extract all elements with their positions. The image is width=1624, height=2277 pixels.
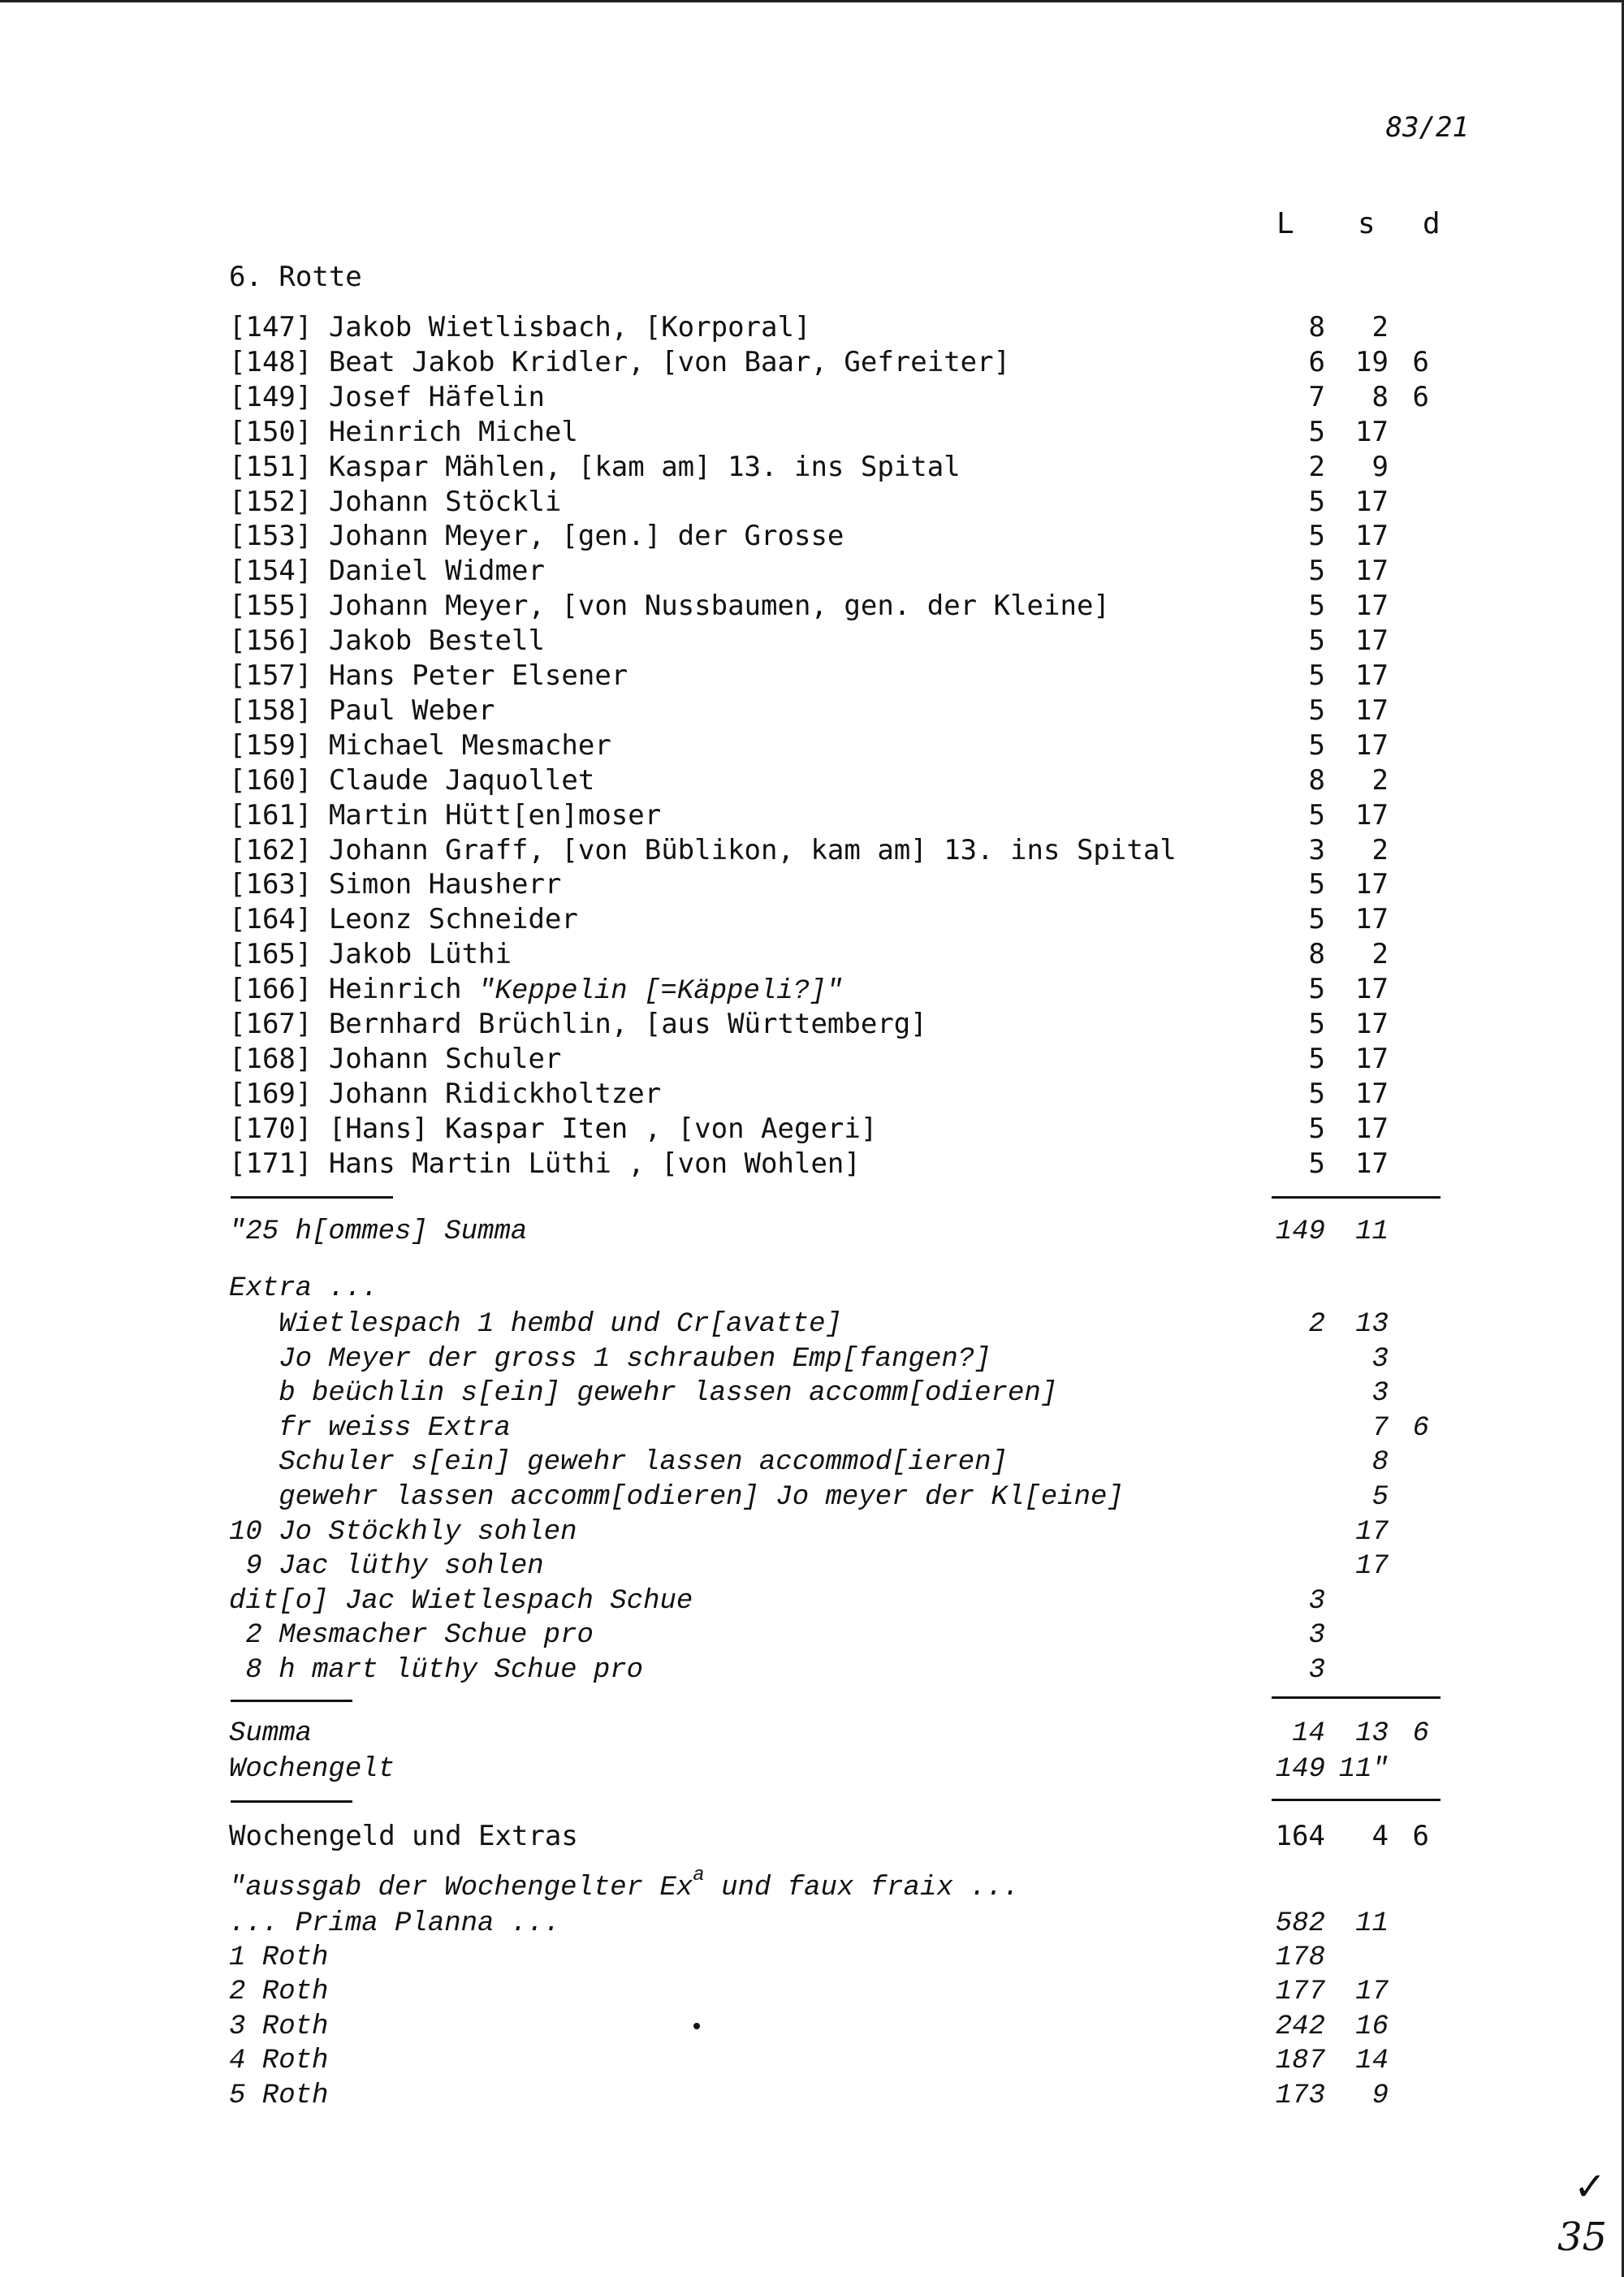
entry-row-s: 17 bbox=[1355, 693, 1389, 727]
extra-row bbox=[0, 1445, 1624, 1480]
summa-row bbox=[0, 1214, 1624, 1250]
entry-row bbox=[0, 344, 1624, 380]
roth-row-s: 9 bbox=[1371, 2080, 1389, 2111]
roth-row-text: 2 Roth bbox=[229, 1977, 329, 2008]
extra-row-l: 3 bbox=[1308, 1620, 1325, 1652]
entry-row bbox=[0, 936, 1624, 972]
ausgab-row bbox=[0, 1864, 1624, 1906]
ausgab-text: "aussgab der Wochengelter Ex$^a$ und faux fraix ... bbox=[229, 1864, 1020, 1903]
roth-row-s: 16 bbox=[1355, 2011, 1389, 2042]
entry-row-text: [156] Jakob Bestell bbox=[229, 624, 545, 658]
total-s: 4 bbox=[1371, 1820, 1389, 1852]
extra-row-l: 3 bbox=[1308, 1585, 1325, 1617]
divider-left bbox=[231, 1196, 393, 1199]
entry-row-l: 5 bbox=[1308, 693, 1325, 727]
entry-row-l: 5 bbox=[1308, 973, 1325, 1006]
entry-row-l: 5 bbox=[1308, 903, 1325, 936]
entry-row-s: 17 bbox=[1355, 590, 1389, 623]
entry-row-text: [164] Leonz Schneider bbox=[229, 903, 578, 936]
entry-row-text: [165] Jakob Lüthi bbox=[229, 938, 512, 971]
extra-row-s: 8 bbox=[1371, 1447, 1389, 1479]
extra-row-text: Wietlespach 1 hembd und Cr[avatte] bbox=[229, 1309, 842, 1340]
entry-row-s: 17 bbox=[1355, 659, 1389, 692]
entry-row-s: 17 bbox=[1355, 624, 1389, 658]
entry-row-text: [168] Johann Schuler bbox=[229, 1042, 562, 1075]
roth-row bbox=[0, 2078, 1624, 2114]
entry-row-s: 17 bbox=[1355, 485, 1389, 518]
roth-row bbox=[0, 2009, 1624, 2045]
prima-label: ... Prima Planna ... bbox=[229, 1908, 561, 1939]
roth-row-s: 14 bbox=[1355, 2046, 1389, 2077]
entry-row-d: 6 bbox=[1412, 380, 1429, 413]
extra-row-text: Jo Meyer der gross 1 schrauben Emp[fangen?] bbox=[229, 1343, 991, 1375]
total-row bbox=[0, 1818, 1624, 1854]
roth-row-s: 17 bbox=[1355, 1977, 1389, 2008]
divider-left-2 bbox=[231, 1700, 352, 1702]
entry-row bbox=[0, 414, 1624, 450]
extra-row bbox=[0, 1307, 1624, 1342]
entry-row bbox=[0, 901, 1624, 937]
prima-l: 582 bbox=[1275, 1908, 1325, 1939]
entry-row-s: 17 bbox=[1355, 1042, 1389, 1075]
entry-row bbox=[0, 484, 1624, 520]
extra-row-s: 3 bbox=[1371, 1343, 1389, 1375]
entry-row bbox=[0, 379, 1624, 415]
total-d: 6 bbox=[1412, 1820, 1429, 1852]
summa2-s: 13 bbox=[1355, 1718, 1389, 1749]
extra-row-text: 9 Jac lüthy sohlen bbox=[229, 1551, 544, 1583]
entry-row-l: 8 bbox=[1308, 938, 1325, 971]
roth-row-text: 1 Roth bbox=[229, 1942, 329, 1973]
extra-row-d: 6 bbox=[1412, 1412, 1429, 1444]
entry-row-l: 5 bbox=[1308, 659, 1325, 692]
entry-row bbox=[0, 693, 1624, 728]
entry-row-l: 5 bbox=[1308, 1008, 1325, 1040]
roth-row-text: 5 Roth bbox=[229, 2080, 329, 2111]
summa-s: 11 bbox=[1355, 1216, 1389, 1247]
divider-right-3 bbox=[1272, 1799, 1440, 1801]
extra-row-s: 5 bbox=[1371, 1482, 1389, 1513]
entry-row-l: 5 bbox=[1308, 555, 1325, 588]
entry-row-text: [152] Johann Stöckli bbox=[229, 485, 562, 518]
extra-row-text: dit[o] Jac Wietlespach Schue bbox=[229, 1585, 693, 1617]
entry-row bbox=[0, 449, 1624, 485]
roth-row-l: 187 bbox=[1275, 2046, 1325, 2077]
extra-row-s: 17 bbox=[1355, 1551, 1389, 1583]
entry-row-l: 5 bbox=[1308, 415, 1325, 448]
entry-row-text: [153] Johann Meyer, [gen.] der Grosse bbox=[229, 520, 844, 553]
summa2-row bbox=[0, 1716, 1624, 1752]
extra-row bbox=[0, 1342, 1624, 1377]
column-header-l: L bbox=[1276, 207, 1294, 240]
entry-row-text: [150] Heinrich Michel bbox=[229, 415, 578, 448]
roth-row-l: 173 bbox=[1275, 2080, 1325, 2111]
column-header-s: s bbox=[1358, 207, 1376, 240]
extra-row bbox=[0, 1514, 1624, 1550]
extra-row-text: 10 Jo Stöckhly sohlen bbox=[229, 1516, 577, 1548]
roth-row bbox=[0, 2043, 1624, 2079]
divider-right bbox=[1272, 1196, 1440, 1199]
entry-row bbox=[0, 623, 1624, 659]
entry-row bbox=[0, 728, 1624, 763]
extra-row bbox=[0, 1549, 1624, 1584]
prima-s: 11 bbox=[1355, 1908, 1389, 1939]
entry-row-l: 5 bbox=[1308, 798, 1325, 832]
entry-row-s: 17 bbox=[1355, 903, 1389, 936]
prima-row bbox=[0, 1906, 1624, 1942]
extra-title-row bbox=[0, 1271, 1624, 1307]
roth-row bbox=[0, 1974, 1624, 2010]
entry-row-s: 17 bbox=[1355, 520, 1389, 553]
entry-row-text: [149] Josef Häfelin bbox=[229, 380, 545, 413]
extra-row-text: b beüchlin s[ein] gewehr lassen accomm[odieren] bbox=[229, 1378, 1058, 1410]
entry-row-s: 19 bbox=[1355, 345, 1389, 378]
entry-row-l: 8 bbox=[1308, 763, 1325, 797]
summa2-l: 14 bbox=[1292, 1718, 1325, 1749]
entry-row-s: 17 bbox=[1355, 1112, 1389, 1145]
extra-row bbox=[0, 1653, 1624, 1688]
extra-row bbox=[0, 1480, 1624, 1515]
entry-row bbox=[0, 1041, 1624, 1077]
extra-row-text: 8 h mart lüthy Schue pro bbox=[229, 1655, 644, 1686]
entry-row bbox=[0, 832, 1624, 868]
extra-row-text: Schuler s[ein] gewehr lassen accommod[ieren] bbox=[229, 1447, 1008, 1479]
entry-row-s: 2 bbox=[1371, 833, 1389, 866]
entry-row-text: [162] Johann Graff, [von Büblikon, kam am] 13. ins Spital bbox=[229, 833, 1177, 866]
page-number: 83/21 bbox=[1385, 111, 1469, 144]
margin-scribble: 35 bbox=[1557, 2214, 1608, 2260]
entry-row bbox=[0, 763, 1624, 798]
summa2-d: 6 bbox=[1412, 1718, 1429, 1749]
entry-row-text: [157] Hans Peter Elsener bbox=[229, 659, 628, 692]
entry-row-s: 17 bbox=[1355, 1147, 1389, 1180]
extra-row-text: gewehr lassen accomm[odieren] Jo meyer der Kl[eine] bbox=[229, 1482, 1124, 1513]
entry-row-l: 5 bbox=[1308, 1147, 1325, 1180]
entry-row bbox=[0, 309, 1624, 345]
column-header-d: d bbox=[1423, 207, 1440, 240]
entry-row bbox=[0, 1111, 1624, 1147]
entry-row-d: 6 bbox=[1412, 345, 1429, 378]
entry-row-text: [151] Kaspar Mählen, [kam am] 13. ins Spital bbox=[229, 450, 961, 483]
entry-row bbox=[0, 518, 1624, 554]
entry-row-text: [169] Johann Ridickholtzer bbox=[229, 1077, 662, 1110]
total-label: Wochengeld und Extras bbox=[229, 1820, 578, 1852]
entry-row-text: [148] Beat Jakob Kridler, [von Baar, Gefreiter] bbox=[229, 345, 1011, 378]
entry-row-text: [166] Heinrich "Keppelin [=Käppeli?]" bbox=[229, 973, 843, 1008]
extra-title: Extra ... bbox=[229, 1273, 378, 1304]
section-title: 6. Rotte bbox=[229, 261, 362, 293]
summa-label: "25 h[ommes] Summa bbox=[229, 1216, 528, 1247]
extra-row bbox=[0, 1584, 1624, 1619]
entry-row-l: 8 bbox=[1308, 311, 1325, 343]
entry-row-l: 5 bbox=[1308, 728, 1325, 762]
entry-row-s: 9 bbox=[1371, 450, 1389, 483]
entry-row-text: [158] Paul Weber bbox=[229, 693, 495, 727]
section-title-row bbox=[0, 259, 1624, 295]
entry-row-s: 8 bbox=[1371, 380, 1389, 413]
extra-row-s: 13 bbox=[1355, 1309, 1389, 1340]
divider-left-3 bbox=[231, 1800, 352, 1803]
wochengelt-l: 149 bbox=[1275, 1754, 1325, 1785]
entry-row-s: 2 bbox=[1371, 938, 1389, 971]
entry-row bbox=[0, 1146, 1624, 1182]
wochengelt-s: 11" bbox=[1338, 1754, 1389, 1785]
entry-row bbox=[0, 1076, 1624, 1112]
entry-row bbox=[0, 866, 1624, 902]
entry-row-s: 17 bbox=[1355, 555, 1389, 588]
entry-row-s: 17 bbox=[1355, 868, 1389, 901]
entry-row-l: 6 bbox=[1308, 345, 1325, 378]
extra-row bbox=[0, 1618, 1624, 1653]
entry-row-l: 5 bbox=[1308, 868, 1325, 901]
entry-row-s: 17 bbox=[1355, 415, 1389, 448]
extra-row-text: 2 Mesmacher Schue pro bbox=[229, 1620, 594, 1652]
entry-row-l: 7 bbox=[1308, 380, 1325, 413]
entry-row-s: 2 bbox=[1371, 763, 1389, 797]
roth-row-l: 177 bbox=[1275, 1977, 1325, 2008]
entry-row bbox=[0, 797, 1624, 833]
roth-row-text: 4 Roth bbox=[229, 2046, 329, 2077]
entry-row-text: [147] Jakob Wietlisbach, [Korporal] bbox=[229, 311, 811, 343]
wochengelt-row bbox=[0, 1752, 1624, 1787]
entry-row bbox=[0, 658, 1624, 693]
divider-right-2 bbox=[1272, 1696, 1440, 1699]
entry-row-text: [160] Claude Jaquollet bbox=[229, 763, 595, 797]
extra-row bbox=[0, 1376, 1624, 1411]
entry-row-s: 17 bbox=[1355, 973, 1389, 1006]
entry-row-l: 5 bbox=[1308, 1042, 1325, 1075]
extra-row-l: 2 bbox=[1308, 1309, 1325, 1340]
ink-dot bbox=[693, 2023, 700, 2029]
entry-row-s: 2 bbox=[1371, 311, 1389, 343]
check-mark: ✓ bbox=[1574, 2164, 1607, 2210]
roth-row-text: 3 Roth bbox=[229, 2011, 329, 2042]
total-l: 164 bbox=[1275, 1820, 1325, 1852]
extra-row bbox=[0, 1411, 1624, 1446]
entry-row-text: [170] [Hans] Kaspar Iten , [von Aegeri] bbox=[229, 1112, 878, 1145]
summa2-label: Summa bbox=[229, 1718, 313, 1749]
entry-row-text: [154] Daniel Widmer bbox=[229, 555, 545, 588]
entry-row bbox=[0, 553, 1624, 589]
entry-row-l: 5 bbox=[1308, 1077, 1325, 1110]
entry-row-l: 5 bbox=[1308, 520, 1325, 553]
extra-row-text: fr weiss Extra bbox=[229, 1412, 511, 1444]
entry-row bbox=[0, 588, 1624, 624]
entry-row-text: [167] Bernhard Brüchlin, [aus Württemberg] bbox=[229, 1008, 927, 1040]
entry-row-l: 5 bbox=[1308, 485, 1325, 518]
entry-row-text: [163] Simon Hausherr bbox=[229, 868, 562, 901]
roth-row-l: 178 bbox=[1275, 1942, 1325, 1973]
entry-row-l: 5 bbox=[1308, 1112, 1325, 1145]
extra-row-s: 7 bbox=[1371, 1412, 1389, 1444]
roth-row bbox=[0, 1940, 1624, 1976]
entry-row-text: [155] Johann Meyer, [von Nussbaumen, gen. der Kleine] bbox=[229, 590, 1110, 623]
entry-row-text: [161] Martin Hütt[en]moser bbox=[229, 798, 662, 832]
entry-row-s: 17 bbox=[1355, 728, 1389, 762]
entry-row-l: 5 bbox=[1308, 590, 1325, 623]
entry-row-text: [171] Hans Martin Lüthi , [von Wohlen] bbox=[229, 1147, 861, 1180]
entry-row-text: [159] Michael Mesmacher bbox=[229, 728, 611, 762]
entry-row-s: 17 bbox=[1355, 1008, 1389, 1040]
entry-row-l: 5 bbox=[1308, 624, 1325, 658]
summa-l: 149 bbox=[1275, 1216, 1325, 1247]
extra-row-s: 3 bbox=[1371, 1378, 1389, 1410]
roth-row-l: 242 bbox=[1275, 2011, 1325, 2042]
extra-row-s: 17 bbox=[1355, 1516, 1389, 1548]
extra-row-l: 3 bbox=[1308, 1655, 1325, 1686]
entry-row-s: 17 bbox=[1355, 798, 1389, 832]
wochengelt-label: Wochengelt bbox=[229, 1754, 395, 1785]
entry-row bbox=[0, 1006, 1624, 1042]
entry-row bbox=[0, 971, 1624, 1007]
entry-row-l: 2 bbox=[1308, 450, 1325, 483]
entry-row-l: 3 bbox=[1308, 833, 1325, 866]
entry-row-s: 17 bbox=[1355, 1077, 1389, 1110]
